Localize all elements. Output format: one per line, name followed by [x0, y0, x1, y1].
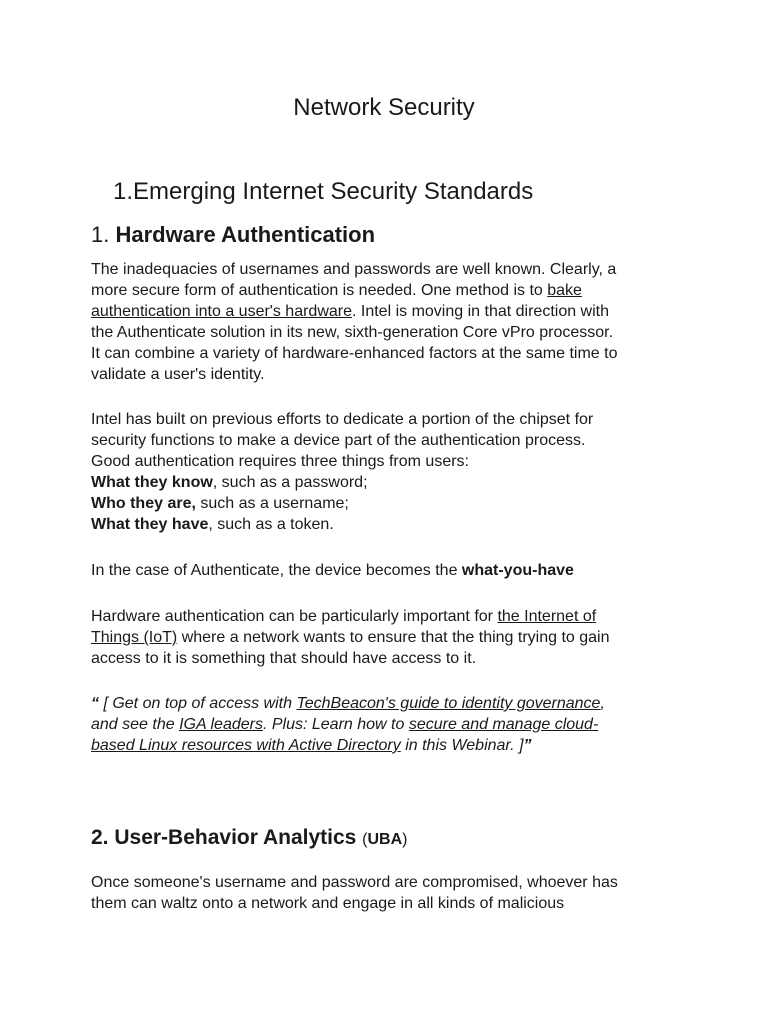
- text-run: where a network wants to ensure that the thing trying to gain: [177, 629, 610, 646]
- identity-governance-guide-link[interactable]: TechBeacon's guide to identity governance: [296, 695, 601, 712]
- text-line: The inadequacies of usernames and passwords are well known. Clearly, a: [91, 261, 617, 278]
- paragraph-authenticate-device: [91, 560, 691, 581]
- text-line: Good authentication requires three things from users:: [91, 453, 469, 470]
- section-heading-1: [113, 178, 533, 206]
- text-line: [91, 280, 691, 301]
- cloud-linux-webinar-link-cont[interactable]: based Linux resources with Active Directory: [91, 737, 401, 754]
- section-number: 1.: [113, 178, 134, 205]
- page-title: Network Security: [293, 94, 475, 121]
- text-run: , such as a token.: [208, 516, 334, 533]
- text-line: [91, 514, 691, 535]
- text-run: . Intel is moving in that direction with: [352, 303, 610, 320]
- text-line: [91, 301, 691, 322]
- text-line: [91, 714, 691, 735]
- subsection-heading-hardware-authentication: [91, 222, 375, 248]
- bold-term: what-you-have: [461, 562, 574, 579]
- abbreviation-text: UBA: [367, 831, 403, 848]
- section-heading-2: [91, 826, 408, 850]
- text-run: . Plus: Learn how to: [262, 716, 409, 733]
- text-line: [91, 560, 691, 581]
- text-line: [91, 627, 691, 648]
- internet-of-things-link-cont[interactable]: Things (IoT): [91, 629, 178, 646]
- text-run: Hardware authentication can be particularly important for: [91, 608, 498, 625]
- text-line: [91, 693, 691, 714]
- text-run: ,: [600, 695, 605, 712]
- paragraph-inadequacies: [91, 259, 691, 385]
- paragraph-iot: [91, 606, 691, 669]
- text-line: It can combine a variety of hardware-enhanced factors at the same time to: [91, 345, 618, 362]
- abbreviation: [362, 831, 407, 848]
- text-run: such as a username;: [195, 495, 349, 512]
- text-run: more secure form of authentication is needed. One method is to: [91, 282, 548, 299]
- text-line: [91, 735, 691, 756]
- text-line: [91, 493, 691, 514]
- text-line: [91, 606, 691, 627]
- text-line: them can waltz onto a network and engage in all kinds of malicious: [91, 895, 565, 912]
- bold-term: What they have: [91, 516, 209, 533]
- text-line: security functions to make a device part of the authentication process.: [91, 432, 586, 449]
- text-line: validate a user's identity.: [91, 366, 265, 383]
- paragraph-intel-chipset: [91, 409, 691, 535]
- text-run: [ Get on top of access with: [99, 695, 297, 712]
- paragraph-uba: [91, 872, 691, 914]
- subsection-title: Hardware Authentication: [115, 222, 376, 247]
- iga-leaders-link[interactable]: IGA leaders: [179, 716, 263, 733]
- text-run: and see the: [91, 716, 180, 733]
- text-run: in this Webinar. ]: [400, 737, 524, 754]
- close-quote-mark: ”: [523, 737, 532, 754]
- paren-close: ): [402, 831, 408, 848]
- section-title: Emerging Internet Security Standards: [133, 178, 534, 205]
- text-line: access to it is something that should have access to it.: [91, 650, 477, 667]
- bake-authentication-link-cont[interactable]: authentication into a user's hardware: [91, 303, 352, 320]
- internet-of-things-link[interactable]: the Internet of: [497, 608, 597, 625]
- text-line: Once someone's username and password are compromised, whoever has: [91, 874, 618, 891]
- text-run: , such as a password;: [212, 474, 368, 491]
- text-line: Intel has built on previous efforts to dedicate a portion of the chipset for: [91, 411, 594, 428]
- text-line: the Authenticate solution in its new, sixth-generation Core vPro processor.: [91, 324, 614, 341]
- promo-quote: [91, 693, 691, 756]
- open-quote-mark: “: [91, 695, 99, 712]
- text-line: [91, 472, 691, 493]
- cloud-linux-webinar-link[interactable]: secure and manage cloud-: [408, 716, 599, 733]
- paren-open: (: [362, 831, 368, 848]
- section-title: 2. User-Behavior Analytics: [91, 826, 363, 849]
- text-run: In the case of Authenticate, the device becomes the: [91, 562, 462, 579]
- bold-term: What they know: [91, 474, 213, 491]
- bake-authentication-link[interactable]: bake: [547, 282, 582, 299]
- bold-term: Who they are,: [91, 495, 196, 512]
- subsection-number: 1.: [91, 222, 110, 247]
